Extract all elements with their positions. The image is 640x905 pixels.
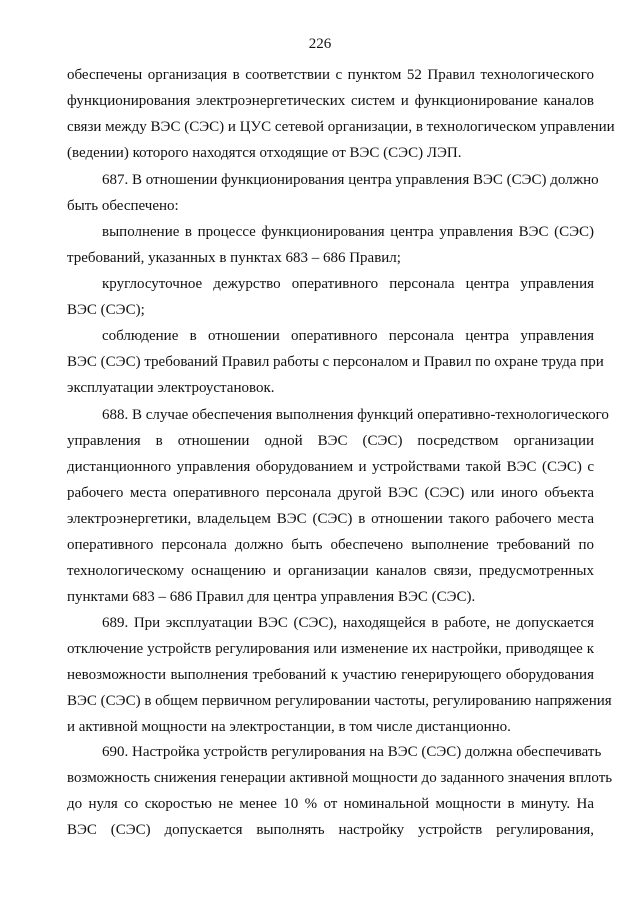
text-line: быть обеспечено:: [67, 198, 179, 214]
text-line: связи между ВЭС (СЭС) и ЦУС сетевой организации, в технологическом управлении: [67, 119, 615, 135]
text-line: 687. В отношении функционирования центра управления ВЭС (СЭС) должно: [102, 172, 599, 188]
text-line: ВЭС (СЭС) в общем первичном регулировании частоты, регулированию напряжения: [67, 693, 612, 709]
text-line: требований, указанных в пунктах 683 – 686 Правил;: [67, 250, 401, 266]
text-line: обеспечены организация в соответствии с пунктом 52 Правил технологического: [67, 67, 594, 83]
text-line: отключение устройств регулирования или изменение их настройки, приводящее к: [67, 641, 594, 657]
text-line: оперативного персонала должно быть обеспечено выполнение требований по: [67, 537, 594, 553]
text-line: управления в отношении одной ВЭС (СЭС) посредством организации: [67, 433, 594, 449]
text-line: эксплуатации электроустановок.: [67, 380, 275, 396]
text-line: ВЭС (СЭС) допускается выполнять настройку устройств регулирования,: [67, 822, 594, 838]
text-line: выполнение в процессе функционирования центра управления ВЭС (СЭС): [102, 224, 594, 240]
text-line: (ведении) которого находятся отходящие от ВЭС (СЭС) ЛЭП.: [67, 145, 462, 161]
text-line: функционирования электроэнергетических систем и функционирование каналов: [67, 93, 594, 109]
text-line: технологическому оснащению и организации каналов связи, предусмотренных: [67, 563, 594, 579]
text-line: электроэнергетики, владельцем ВЭС (СЭС) в отношении такого рабочего места: [67, 511, 594, 527]
text-line: 690. Настройка устройств регулирования на ВЭС (СЭС) должна обеспечивать: [102, 744, 602, 760]
text-line: 689. При эксплуатации ВЭС (СЭС), находящейся в работе, не допускается: [102, 615, 594, 631]
text-line: до нуля со скоростью не менее 10 % от номинальной мощности в минуту. На: [67, 796, 594, 812]
page-number: 226: [308, 36, 332, 52]
text-line: дистанционного управления оборудованием и устройствами такой ВЭС (СЭС) с: [67, 459, 594, 475]
text-line: невозможности выполнения требований к участию генерирующего оборудования: [67, 667, 594, 683]
text-line: пунктами 683 – 686 Правил для центра управления ВЭС (СЭС).: [67, 589, 476, 605]
text-line: круглосуточное дежурство оперативного персонала центра управления: [102, 276, 594, 292]
text-line: рабочего места оперативного персонала другой ВЭС (СЭС) или иного объекта: [67, 485, 594, 501]
text-line: ВЭС (СЭС);: [67, 302, 145, 318]
text-line: соблюдение в отношении оперативного персонала центра управления: [102, 328, 594, 344]
text-line: и активной мощности на электростанции, в том числе дистанционно.: [67, 719, 511, 735]
text-line: 688. В случае обеспечения выполнения функций оперативно-технологического: [102, 407, 609, 423]
text-line: ВЭС (СЭС) требований Правил работы с персоналом и Правил по охране труда при: [67, 354, 604, 370]
text-line: возможность снижения генерации активной мощности до заданного значения вплоть: [67, 770, 613, 786]
